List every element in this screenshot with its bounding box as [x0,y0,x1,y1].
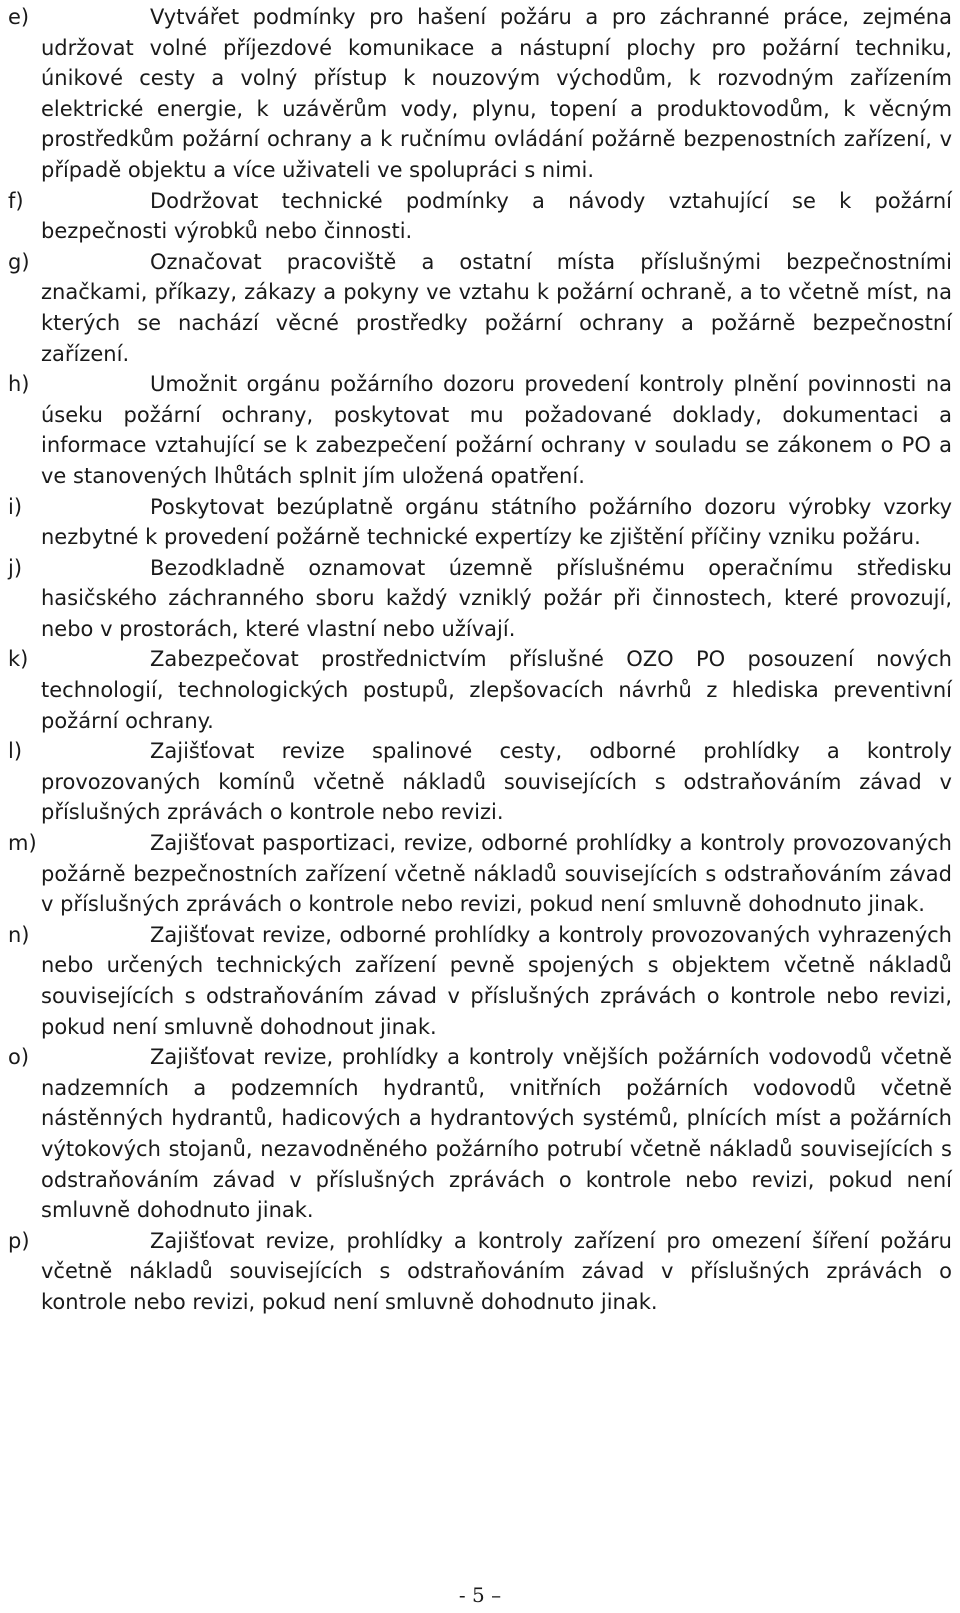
item-text: Poskytovat bezúplatně orgánu státního požárního dozoru výrobky vzorky nezbytné k provedení požárně technické expertízy ke zjištění příčiny vzniku požáru. [41,494,952,550]
page-number: - 5 – [458,1583,502,1607]
item-letter: i) [8,494,23,519]
list-item-n [8,920,952,1042]
list-item-j [8,553,952,645]
list-item-p [8,1226,952,1318]
item-text: Dodržovat technické podmínky a návody vztahující se k požární bezpečnosti výrobků nebo činnosti. [41,188,952,244]
item-text: Umožnit orgánu požárního dozoru provedení kontroly plnění povinnosti na úseku požární ochrany, poskytovat mu požadované doklady, dokumentaci a informace vztahující se k zabezpečení požární ochrany v souladu se zákonem o PO a ve stanovených lhůtách splnit jím uložená opatření. [41,372,952,488]
list-item-f [8,186,952,247]
item-text: Zajišťovat revize spalinové cesty, odborné prohlídky a kontroly provozovaných komínů včetně nákladů souvisejících s odstraňováním závad v příslušných zprávách o kontrole nebo revizi. [41,739,952,825]
list-item-l [8,736,952,828]
document-body [8,2,952,1318]
item-letter: p) [8,1228,30,1253]
item-letter: f) [8,188,24,213]
item-text: Bezodkladně oznamovat územně příslušnému operačnímu středisku hasičského záchranného sboru každý vzniklý požár při činnostech, které provozují, nebo v prostorách, které vlastní nebo užívají. [41,555,952,641]
list-item-i [8,492,952,553]
item-text: Zajišťovat revize, odborné prohlídky a kontroly provozovaných vyhrazených nebo určených technických zařízení pevně spojených s objektem včetně nákladů souvisejících s odstraňováním závad v příslušných zprávách o kontrole nebo revizi, pokud není smluvně dohodnout jinak. [41,922,952,1039]
item-letter: o) [8,1045,30,1070]
item-letter: h) [8,372,30,397]
item-letter: g) [8,249,30,274]
item-text: Zajišťovat pasportizaci, revize, odborné prohlídky a kontroly provozovaných požárně bezpečnostních zařízení včetně nákladů souvisejících s odstraňováním závad v příslušných zprávách o kontrole nebo revizi, pokud není smluvně dohodnuto jinak. [41,831,952,917]
item-letter: k) [8,647,29,672]
item-text: Označovat pracoviště a ostatní místa příslušnými bezpečnostními značkami, příkazy, zákazy a pokyny ve vztahu k požární ochraně, a to včetně míst, na kterých se nachází věcné prostředky požární ochrany a požárně bezpečnostní zařízení. [41,249,952,366]
item-letter: m) [8,831,37,856]
item-text: Vytvářet podmínky pro hašení požáru a pro záchranné práce, zejména udržovat volné příjezdové komunikace a nástupní plochy pro požární techniku, únikové cesty a volný přístup k nouzovým východům, k rozvodným zařízením elektrické energie, k uzávěrům vody, plynu, topení a produktovodům, k věcným prostředkům požární ochrany a k ručnímu ovládání požárně bezpenostních zařízení, v případě objektu a více uživateli ve spolupráci s nimi. [41,5,952,182]
item-text: Zabezpečovat prostřednictvím příslušné OZO PO posouzení nových technologií, technologických postupů, zlepšovacích návrhů z hlediska preventivní požární ochrany. [41,647,952,733]
item-letter: e) [8,5,30,29]
item-letter: n) [8,922,30,947]
item-letter: j) [8,555,23,580]
list-item-h [8,369,952,491]
list-item-e [8,2,952,186]
list-item-g [8,247,952,369]
list-item-k [8,644,952,736]
list-item-o [8,1042,952,1226]
item-text: Zajišťovat revize, prohlídky a kontroly zařízení pro omezení šíření požáru včetně nákladů souvisejících s odstraňováním závad v příslušných zprávách o kontrole nebo revizi, pokud není smluvně dohodnuto jinak. [41,1228,952,1314]
list-item-m [8,828,952,920]
item-letter: l) [8,739,23,764]
item-text: Zajišťovat revize, prohlídky a kontroly vnějších požárních vodovodů včetně nadzemních a podzemních hydrantů, vnitřních požárních vodovodů včetně nástěnných hydrantů, hadicových a hydrantových systémů, plnících míst a požárních výtokových stojanů, nezavodněného požárního potrubí včetně nákladů souvisejících s odstraňováním závad v příslušných zprávách o kontrole nebo revizi, pokud není smluvně dohodnuto jinak. [41,1045,952,1223]
